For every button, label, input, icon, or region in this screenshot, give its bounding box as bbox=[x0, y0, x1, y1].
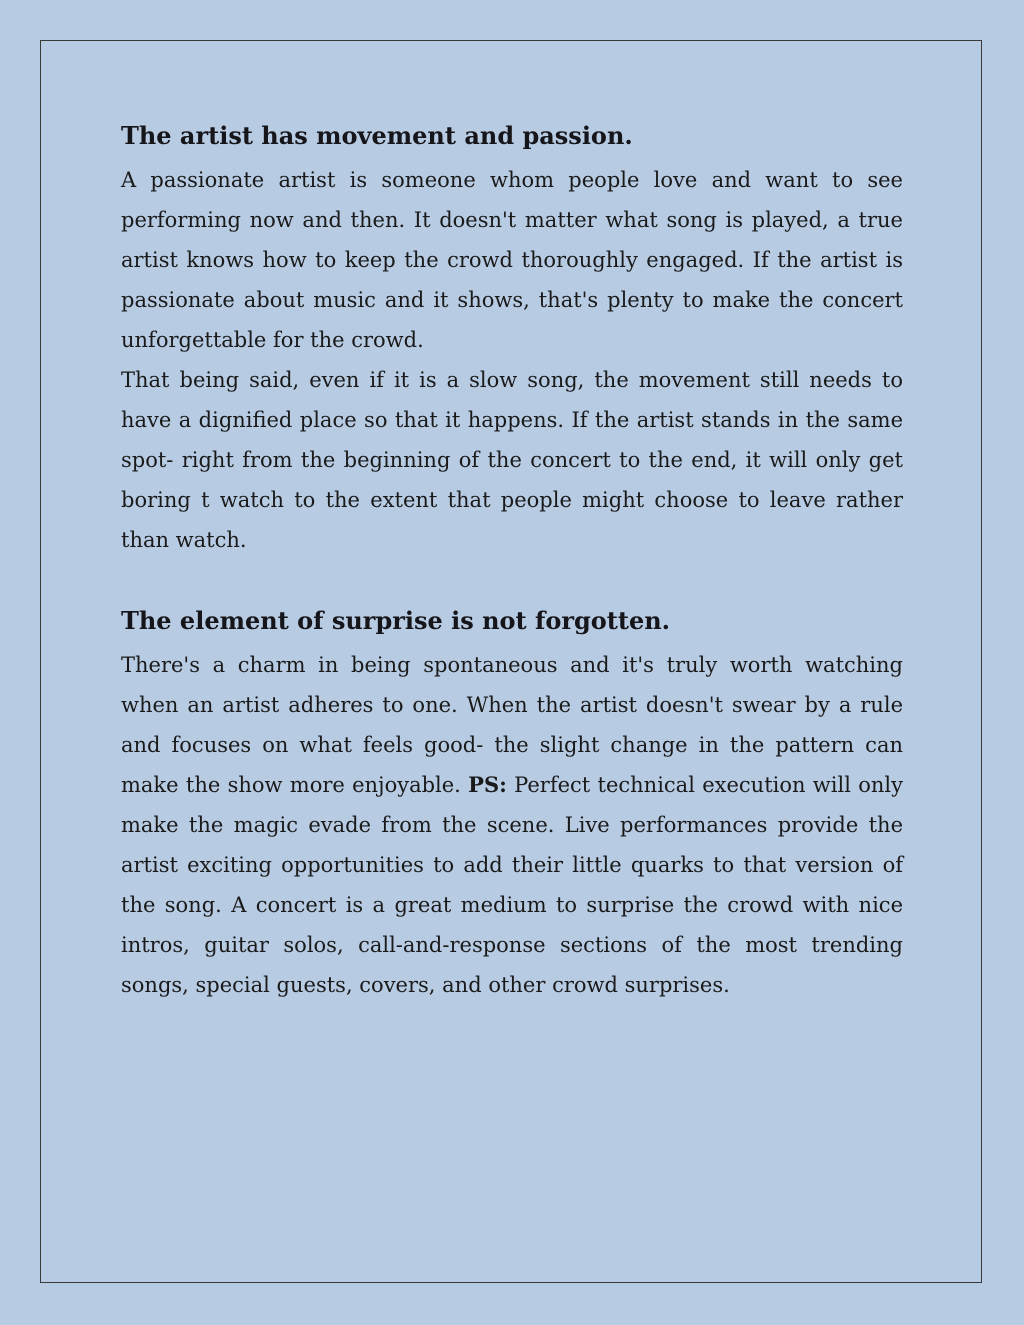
section-spacer bbox=[121, 560, 903, 597]
document-body bbox=[121, 112, 903, 1005]
paragraph-surprise-ps-text: Perfect technical execution will only make the magic evade from the scene. Live performances provide the artist exciting opportunities to add their little quarks to that version of the song. A concert is a great medium to surprise the crowd with nice intros, guitar solos, call-and-response sections of the most trending songs, special guests, covers, and other crowd surprises. bbox=[121, 773, 903, 997]
paragraph-passion: A passionate artist is someone whom people love and want to see performing now and then. It doesn't matter what song is played, a true artist knows how to keep the crowd thoroughly engaged. If the artist is passionate about music and it shows, that's plenty to make the concert unforgettable for the crowd. bbox=[121, 168, 903, 352]
paragraph-movement: That being said, even if it is a slow song, the movement still needs to have a dignified place so that it happens. If the artist stands in the same spot- right from the beginning of the concert to the end, it will only get boring t watch to the extent that people might choose to leave rather than watch. bbox=[121, 368, 903, 552]
ps-label: PS: bbox=[468, 772, 507, 797]
section-heading-surprise: The element of surprise is not forgotten. bbox=[121, 606, 671, 635]
paragraph-surprise-text: There's a charm in being spontaneous and it's truly worth watching when an artist adheres to one. When the artist doesn't swear by a rule and focuses on what feels good- the slight change in the pattern can make the show more enjoyable. bbox=[121, 653, 903, 797]
section-heading-movement: The artist has movement and passion. bbox=[121, 121, 633, 150]
paragraph-surprise bbox=[121, 645, 903, 1005]
